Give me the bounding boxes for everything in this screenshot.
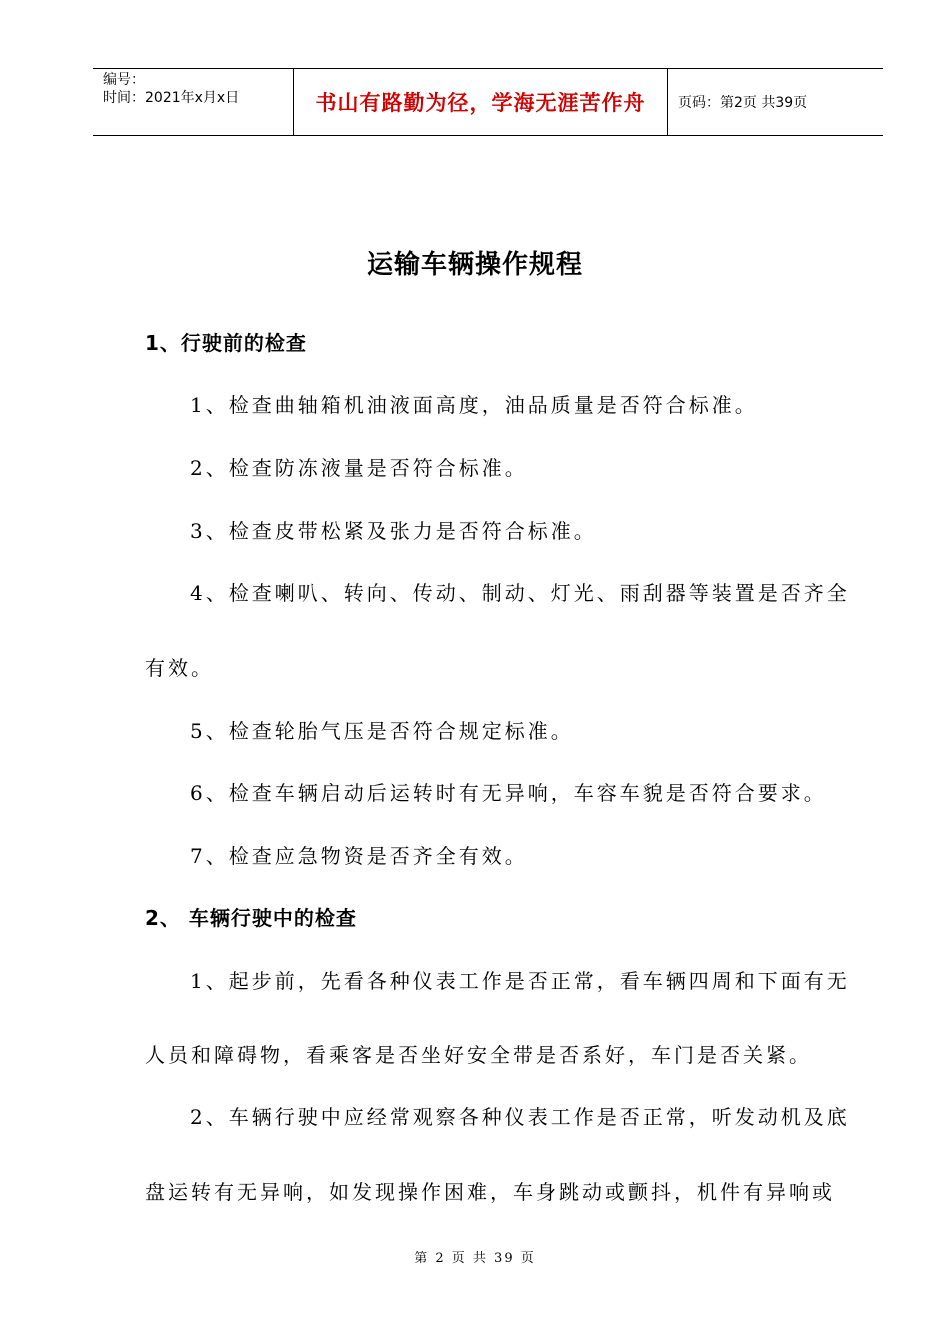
page-header [93,68,883,136]
body-line: 7、检查应急物资是否齐全有效。 [190,844,528,868]
body-line: 4、检查喇叭、转向、传动、制动、灯光、雨刮器等装置是否齐全 [190,581,850,605]
body-line: 3、检查皮带松紧及张力是否符合标准。 [190,519,597,543]
header-motto: 书山有路勤为径，学海无涯苦作舟 [294,69,668,135]
page-footer: 第 2 页 共 39 页 [414,1251,536,1266]
body-line: 1、起步前，先看各种仪表工作是否正常，看车辆四周和下面有无 [190,969,850,993]
header-page-number: 页码：第2页 共39页 [678,95,808,111]
document-title: 运输车辆操作规程 [366,250,583,280]
body-line: 盘运转有无异响，如发现操作困难，车身跳动或颤抖，机件有异响或 [145,1180,835,1204]
body-line: 5、检查轮胎气压是否符合规定标准。 [190,719,574,743]
body-line: 人员和障碍物，看乘客是否坐好安全带是否系好，车门是否关紧。 [145,1043,812,1067]
section-heading: 2、 车辆行驶中的检查 [145,906,357,930]
body-line: 有效。 [145,656,214,680]
section-heading: 1、行驶前的检查 [145,331,307,355]
body-line: 1、检查曲轴箱机油液面高度，油品质量是否符合标准。 [190,393,758,417]
body-line: 2、车辆行驶中应经常观察各种仪表工作是否正常，听发动机及底 [190,1105,850,1129]
document-time-label: 时间：2021年x月x日 [103,90,240,106]
body-line: 6、检查车辆启动后运转时有无异响，车容车貌是否符合要求。 [190,781,827,805]
header-meta [93,69,294,135]
body-line: 2、检查防冻液量是否符合标准。 [190,456,528,480]
document-number-label: 编号： [103,72,145,88]
